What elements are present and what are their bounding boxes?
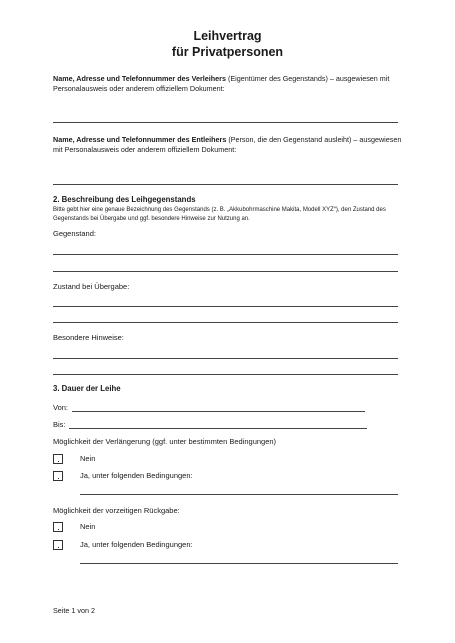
notes-input-line-2[interactable] — [53, 374, 398, 375]
notes-input-line-1[interactable] — [53, 358, 398, 359]
document-title: Leihvertrag — [193, 29, 262, 43]
borrower-heading-bold: Name, Adresse und Telefonnummer des Entleihers — [53, 135, 227, 144]
extension-no-checkbox[interactable] — [53, 454, 63, 464]
early-return-no-label: Nein — [80, 522, 96, 531]
lender-heading-bold: Name, Adresse und Telefonnummer des Verleihers — [53, 74, 226, 83]
document-subtitle: für Privatpersonen — [171, 45, 284, 59]
early-return-no-checkbox[interactable] — [53, 522, 63, 532]
object-input-line-2[interactable] — [53, 271, 398, 272]
extension-conditions-input-line[interactable] — [80, 494, 398, 495]
to-label: Bis: — [53, 420, 66, 429]
extension-yes-label: Ja, unter folgenden Bedingungen: — [80, 471, 193, 480]
early-return-yes-checkbox[interactable] — [53, 540, 63, 550]
condition-input-line-1[interactable] — [53, 306, 398, 307]
section-2-instructions: Bitte gebt hier eine genaue Bezeichnung des Gegenstands (z. B. „Akkubohrmaschine Makita, Modell XYZ“), den Zustand des Gegenstands bei Übergabe und ggf. besondere Hinweise zur Nutzung an. — [53, 207, 386, 222]
condition-label: Zustand bei Übergabe: — [53, 282, 130, 291]
early-return-conditions-input-line[interactable] — [80, 563, 398, 564]
section-2-heading: 2. Beschreibung des Leihgegenstands — [53, 195, 196, 204]
from-label: Von: — [53, 403, 69, 412]
borrower-heading — [53, 135, 403, 155]
borrower-heading-rest: (Person, die den Gegenstand ausleiht) – ausgewiesen mit Personalausweis oder anderem offiziellem Dokument: — [53, 135, 402, 154]
object-input-line-1[interactable] — [53, 254, 398, 255]
condition-input-line-2[interactable] — [53, 322, 398, 323]
lender-input-line[interactable] — [53, 122, 398, 123]
borrower-input-line[interactable] — [53, 184, 398, 185]
extension-label: Möglichkeit der Verlängerung (ggf. unter bestimmten Bedingungen) — [53, 437, 277, 446]
from-input-line[interactable] — [72, 411, 365, 412]
lender-heading-rest: (Eigentümer des Gegenstands) – ausgewiesen mit Personalausweis oder anderem offiziellem Dokument: — [53, 74, 390, 93]
early-return-label: Möglichkeit der vorzeitigen Rückgabe: — [53, 506, 180, 515]
object-label: Gegenstand: — [53, 229, 96, 238]
page-indicator: Seite 1 von 2 — [53, 606, 95, 615]
early-return-yes-label: Ja, unter folgenden Bedingungen: — [80, 540, 193, 549]
extension-no-label: Nein — [80, 454, 96, 463]
notes-label: Besondere Hinweise: — [53, 333, 124, 342]
section-3-heading: 3. Dauer der Leihe — [53, 384, 121, 393]
extension-yes-checkbox[interactable] — [53, 471, 63, 481]
to-input-line[interactable] — [69, 428, 367, 429]
lender-heading — [53, 74, 403, 94]
